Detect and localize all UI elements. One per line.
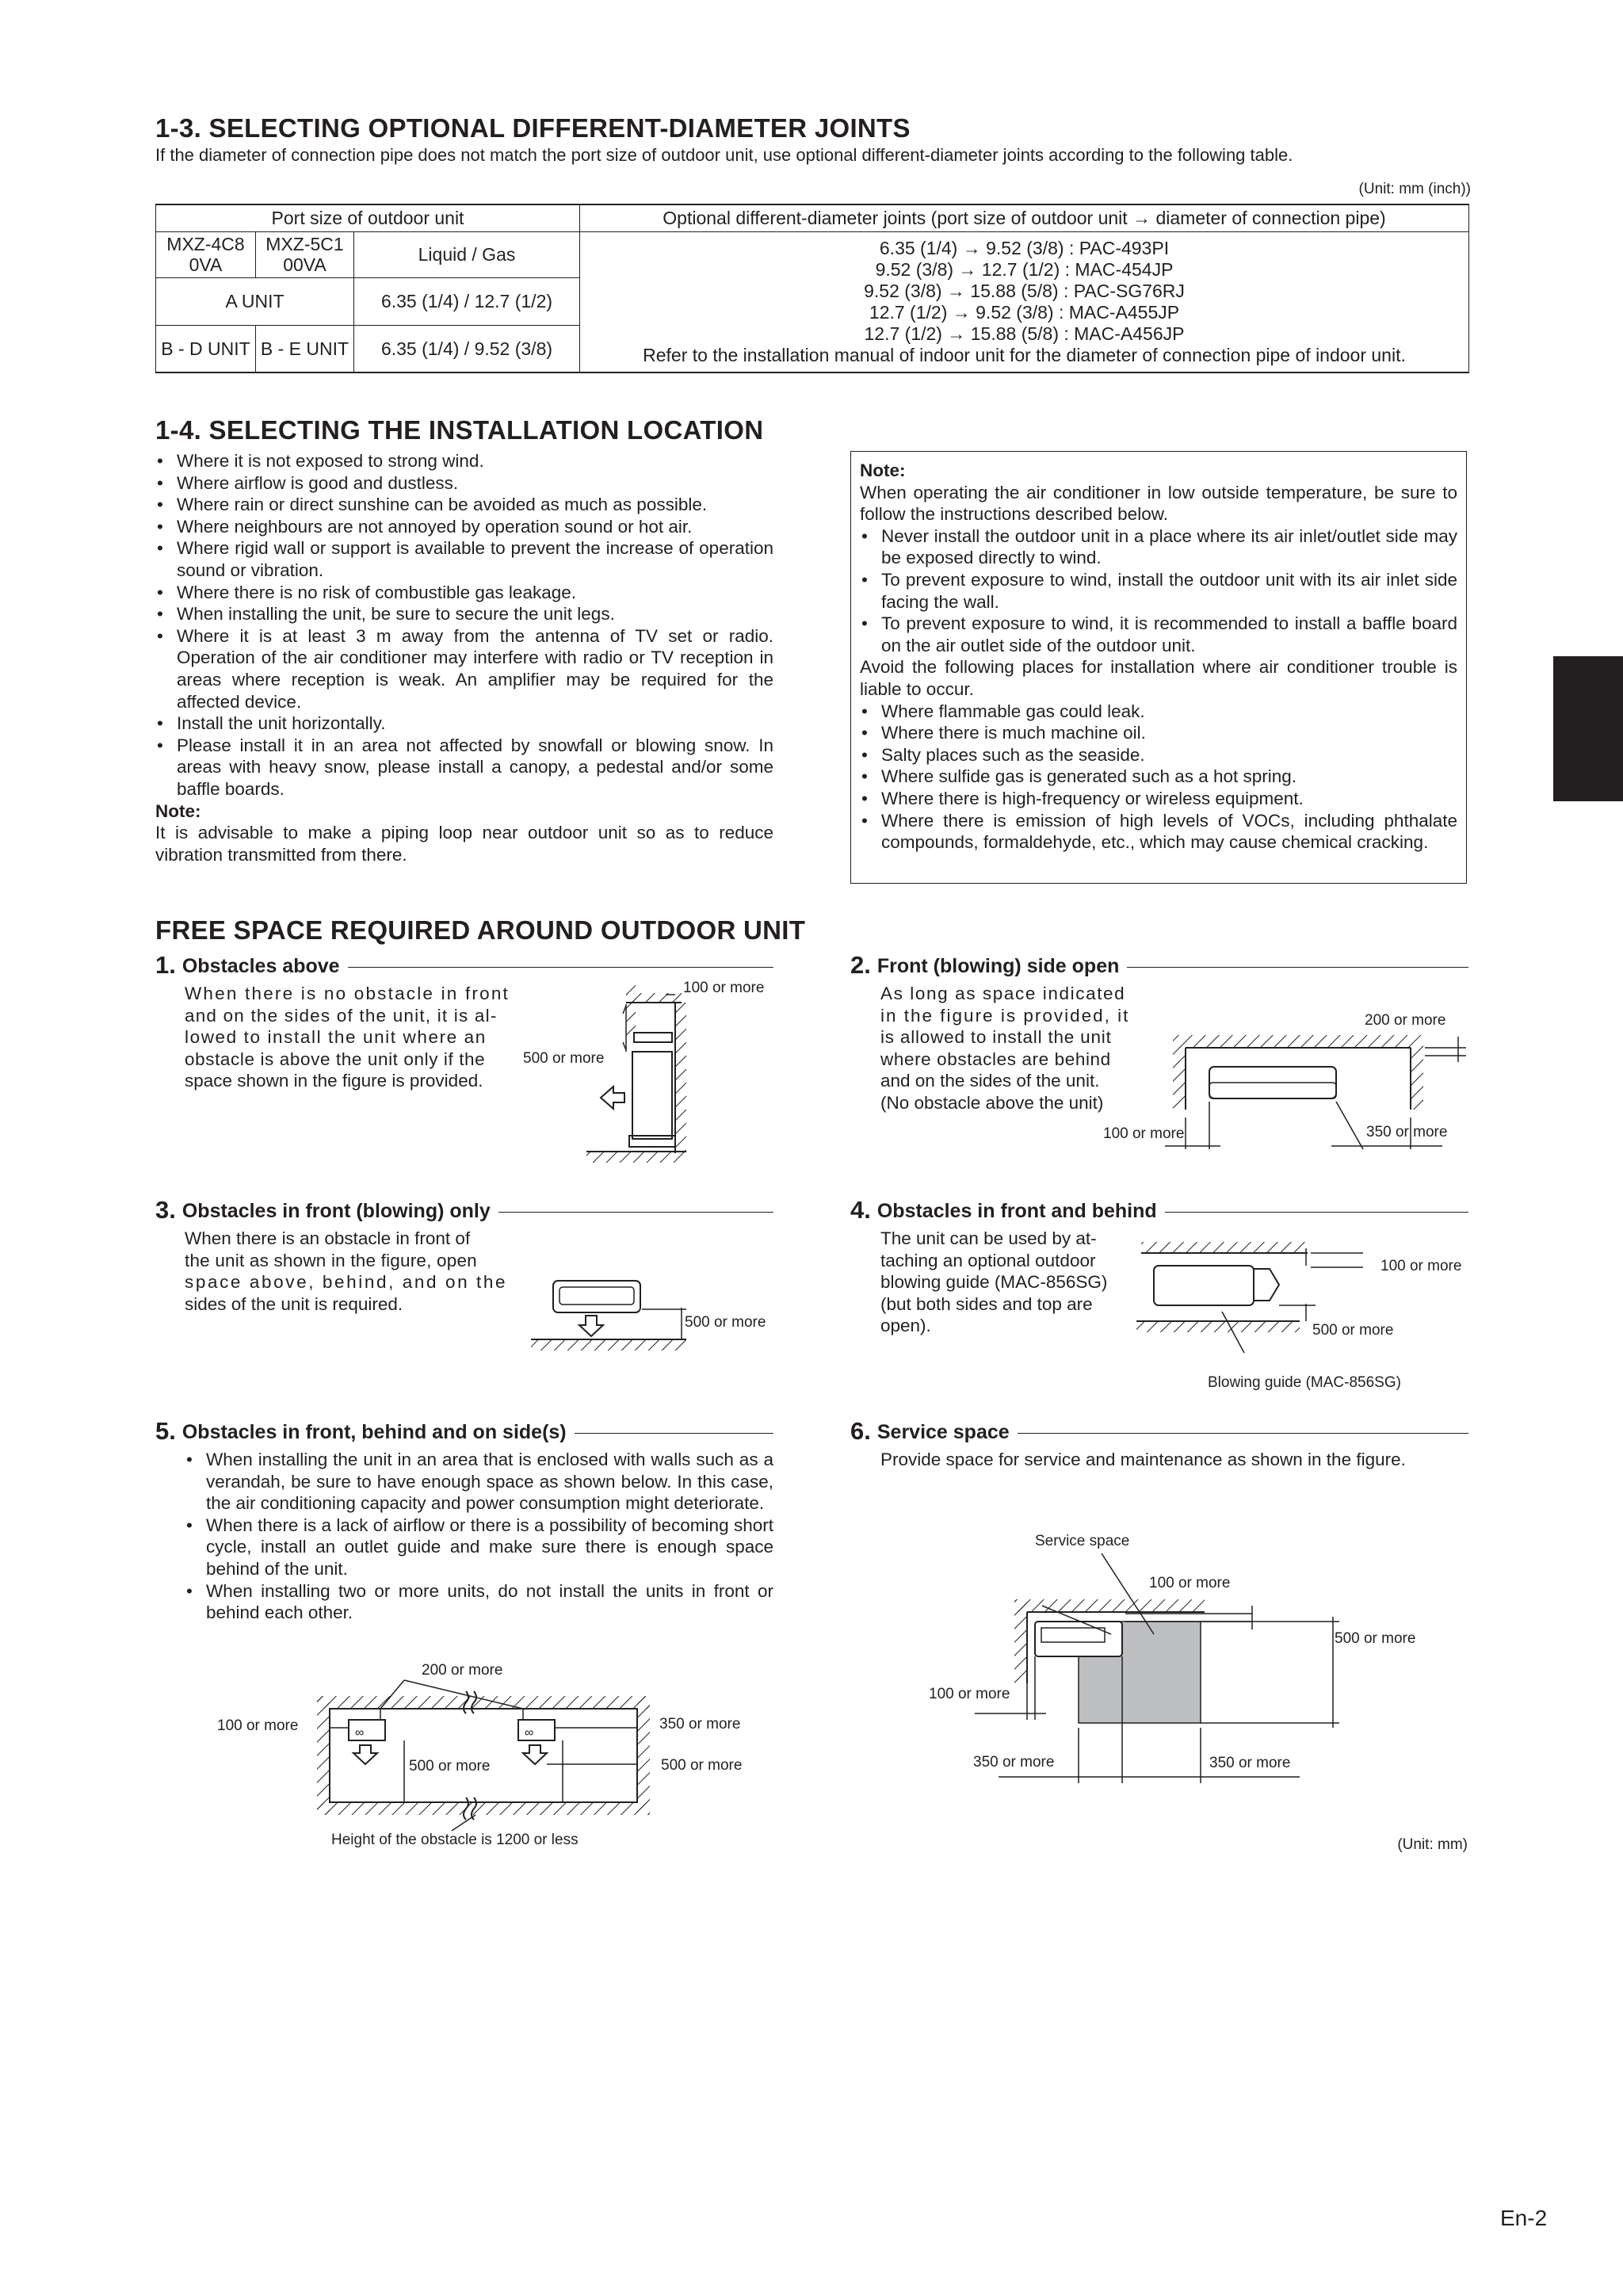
subsection-title: Service space — [876, 1421, 1010, 1443]
dimension-label: Service space — [1035, 1533, 1130, 1549]
dimension-label: 350 or more — [1209, 1755, 1291, 1771]
heading-rule — [498, 1212, 773, 1213]
list-item: • Where it is at least 3 m away from the antenna of TV set or radio. Operation of the air conditioner may interfere with radio or TV reception in areas where reception is weak. An amplifier may be required for the affected device. — [155, 625, 773, 712]
subsection-heading-2 — [850, 953, 1468, 977]
be-unit-cell: B - E UNIT — [256, 325, 354, 372]
text-line: and on the sides of the unit. — [880, 1071, 1100, 1091]
list-item: • When there is a lack of airflow or there is a possibility of becoming short cycle, install an outlet guide and make sure there is enough space behind of the unit. — [185, 1515, 773, 1580]
joint-row: 6.35 (1/4) → 9.52 (3/8) : PAC-493PI — [879, 237, 1170, 258]
list-item: • Salty places such as the seaside. — [860, 744, 1457, 766]
unit-symbol-icon: ∞ — [355, 1726, 365, 1740]
model-cell-1 — [156, 231, 256, 277]
dimension-label: 350 or more — [659, 1716, 741, 1733]
list-item: • Where it is not exposed to strong wind. — [155, 450, 773, 472]
text-line: space shown in the figure is provided. — [185, 1071, 483, 1091]
text-line: sides of the unit is required. — [185, 1293, 403, 1314]
dimension-label: 500 or more — [685, 1314, 766, 1331]
text-line: is allowed to install the unit — [880, 1027, 1112, 1048]
list-item: • When installing the unit in an area that is enclosed with walls such as a verandah, be sure to have enough space as shown below. In this case, the air conditioning capacity and power consumption might deteriorate. — [185, 1449, 773, 1515]
text-line: where obstacles are behind — [880, 1049, 1111, 1069]
list-item: • Where airflow is good and dustless. — [155, 472, 773, 495]
text-line: When there is an obstacle in front of — [185, 1228, 471, 1248]
model-label: MXZ-4C80VA — [166, 234, 245, 275]
location-bullets — [155, 450, 773, 800]
dimension-label: 100 or more — [1103, 1125, 1185, 1142]
dimension-label: 100 or more — [929, 1686, 1010, 1702]
subsection-6-text: Provide space for service and maintenance as shown in the figure. — [880, 1450, 1406, 1469]
heading-rule — [348, 967, 773, 968]
dimension-label: Blowing guide (MAC-856SG) — [1208, 1374, 1401, 1391]
figure-front-only — [523, 1260, 777, 1363]
text-line: When there is no obstacle in front — [185, 984, 510, 1003]
joints-list-cell — [580, 231, 1469, 372]
joint-row: 9.52 (3/8) → 15.88 (5/8) : PAC-SG76RJ — [864, 280, 1185, 301]
note-label: Note: — [155, 800, 201, 821]
list-item: • Where flammable gas could leak. — [860, 701, 1457, 723]
joint-row: Refer to the installation manual of indoor unit for the diameter of connection pipe of indoor unit. — [643, 344, 1406, 365]
low-temperature-note-box — [850, 451, 1467, 884]
subsection-1-text — [185, 983, 517, 1092]
text-line: the unit as shown in the figure, open — [185, 1250, 477, 1270]
note-box-label: Note: — [860, 460, 906, 480]
figure-enclosed — [214, 1656, 769, 1855]
unit-symbol-icon: ∞ — [525, 1726, 534, 1740]
list-item: • To prevent exposure to wind, install the outdoor unit with its air inlet side facing the wall. — [860, 569, 1457, 613]
subsection-3-text — [185, 1228, 517, 1315]
dimension-label: 200 or more — [422, 1662, 503, 1679]
text-line: lowed to install the unit where an — [185, 1027, 487, 1048]
subsection-heading-1 — [155, 953, 773, 977]
subsection-heading-6 — [850, 1419, 1468, 1443]
section-intro-1-3: If the diameter of connection pipe does not match the port size of outdoor unit, use optional different-diameter joints according to the following table. — [155, 145, 1293, 165]
list-item: • Where neighbours are not annoyed by operation sound or hot air. — [155, 516, 773, 538]
note-box-intro: When operating the air conditioner in low outside temperature, be sure to follow the instructions described below. — [860, 482, 1457, 525]
heading-rule — [1165, 1212, 1468, 1213]
heading-rule — [1127, 967, 1468, 968]
text-line: space above, behind, and on the — [185, 1272, 508, 1293]
a-unit-cell: A UNIT — [156, 277, 354, 325]
section-title-1-4: 1-4. SELECTING THE INSTALLATION LOCATION — [155, 415, 764, 445]
chapter-tab-marker — [1553, 656, 1623, 801]
subsection-heading-3 — [155, 1198, 773, 1222]
section-title-1-3: 1-3. SELECTING OPTIONAL DIFFERENT-DIAMETER JOINTS — [155, 113, 911, 143]
dimension-label: 350 or more — [973, 1754, 1055, 1771]
bd-unit-cell: B - D UNIT — [156, 325, 256, 372]
list-item: • When installing two or more units, do not install the units in front or behind each other. — [185, 1580, 773, 1624]
text-line: blowing guide (MAC-856SG) — [880, 1272, 1108, 1293]
text-line: As long as space indicated — [880, 984, 1126, 1003]
heading-rule — [575, 1433, 773, 1434]
list-item: • To prevent exposure to wind, it is recommended to install a baffle board on the air outlet side of the outdoor unit. — [860, 613, 1457, 656]
subsection-4-text — [880, 1228, 1142, 1337]
note-text: It is advisable to make a piping loop near outdoor unit so as to reduce vibration transmitted from there. — [155, 823, 773, 865]
list-item: • Where rigid wall or support is available to prevent the increase of operation sound or vibration. — [155, 537, 773, 581]
list-item: • Where there is much machine oil. — [860, 722, 1457, 744]
text-line: (No obstacle above the unit) — [880, 1092, 1104, 1113]
note-box-bullets-1 — [860, 525, 1457, 657]
joint-row: 12.7 (1/2) → 15.88 (5/8) : MAC-A456JP — [864, 323, 1185, 344]
text-line: (but both sides and top are — [880, 1293, 1093, 1314]
subsection-number: 1. — [155, 951, 176, 979]
page-number: En-2 — [1500, 2206, 1548, 2230]
dimension-label: 350 or more — [1366, 1124, 1448, 1140]
header-port-size: Port size of outdoor unit — [156, 204, 580, 231]
heading-rule — [1018, 1433, 1468, 1434]
model-cell-2 — [256, 231, 354, 277]
joint-row: 9.52 (3/8) → 12.7 (1/2) : MAC-454JP — [875, 258, 1174, 280]
unit-mm-note: (Unit: mm) — [1397, 1836, 1468, 1853]
subsection-number: 2. — [850, 951, 871, 979]
subsection-title: Obstacles in front, behind and on side(s) — [181, 1421, 567, 1443]
location-column — [155, 450, 773, 865]
subsection-heading-4 — [850, 1198, 1468, 1222]
subsection-number: 3. — [155, 1196, 176, 1224]
dimension-label: 500 or more — [1335, 1630, 1416, 1647]
list-item: • Please install it in an area not affected by snowfall or blowing snow. In areas with heavy snow, please install a canopy, a pedestal and/or some baffle boards. — [155, 735, 773, 800]
text-line: open). — [880, 1316, 931, 1336]
joint-row: 12.7 (1/2) → 9.52 (3/8) : MAC-A455JP — [869, 301, 1180, 323]
dimension-label: 200 or more — [1365, 1012, 1446, 1029]
text-line: in the figure is provided, it — [880, 1005, 1130, 1026]
subsection-heading-5 — [155, 1419, 773, 1443]
figure-front-open — [1094, 999, 1474, 1157]
list-item: • When installing the unit, be sure to secure the unit legs. — [155, 603, 773, 625]
section-title-free-space: FREE SPACE REQUIRED AROUND OUTDOOR UNIT — [155, 915, 806, 945]
subsection-number: 4. — [850, 1196, 871, 1224]
dimension-label: 100 or more — [683, 980, 765, 996]
list-item: • Where rain or direct sunshine can be avoided as much as possible. — [155, 494, 773, 516]
subsection-number: 6. — [850, 1417, 871, 1445]
dimension-label: 500 or more — [1312, 1322, 1394, 1339]
subsection-title: Obstacles in front and behind — [876, 1200, 1157, 1222]
note-box-bullets-2 — [860, 701, 1457, 854]
a-size-cell: 6.35 (1/4) / 12.7 (1/2) — [354, 277, 580, 325]
subsection-number: 5. — [155, 1417, 176, 1445]
list-item: • Where there is no risk of combustible gas leakage. — [155, 582, 773, 604]
dimension-label: 100 or more — [1149, 1575, 1231, 1591]
liquid-gas-cell: Liquid / Gas — [354, 231, 580, 277]
list-item: • Where sulfide gas is generated such as a hot spring. — [860, 766, 1457, 788]
dimension-label: 100 or more — [217, 1717, 299, 1734]
figure-front-behind — [1125, 1232, 1474, 1399]
dimension-label: 500 or more — [661, 1757, 743, 1774]
header-joints: Optional different-diameter joints (port size of outdoor unit → diameter of connection pipe) — [580, 204, 1469, 231]
list-item: • Install the unit horizontally. — [155, 712, 773, 735]
bd-size-cell: 6.35 (1/4) / 9.52 (3/8) — [354, 325, 580, 372]
subsection-title: Front (blowing) side open — [876, 955, 1120, 977]
text-line: taching an optional outdoor — [880, 1250, 1096, 1270]
figure-obstacles-above — [507, 979, 785, 1169]
text-line: obstacle is above the unit only if the — [185, 1049, 486, 1069]
dimension-label: 500 or more — [409, 1758, 491, 1775]
list-item: • Never install the outdoor unit in a place where its air inlet/outlet side may be exposed directly to wind. — [860, 525, 1457, 569]
figure-caption: Height of the obstacle is 1200 or less — [331, 1832, 579, 1848]
text-line: and on the sides of the unit, it is al- — [185, 1005, 498, 1026]
model-label: MXZ-5C100VA — [265, 234, 344, 275]
list-item: • Where there is emission of high levels of VOCs, including phthalate compounds, formaldehyde, etc., which may cause chemical cracking. — [860, 810, 1457, 854]
note-box-avoid: Avoid the following places for installation where air conditioner trouble is liable to occur. — [860, 657, 1457, 699]
dimension-label: 100 or more — [1381, 1258, 1462, 1274]
dimension-label: 500 or more — [523, 1050, 605, 1067]
figure-service-space — [919, 1522, 1474, 1791]
subsection-title: Obstacles above — [181, 955, 340, 977]
subsection-title: Obstacles in front (blowing) only — [181, 1200, 491, 1222]
joints-table — [155, 204, 1469, 373]
text-line: The unit can be used by at- — [880, 1228, 1097, 1248]
list-item: • Where there is high-frequency or wireless equipment. — [860, 788, 1457, 810]
subsection-5-bullets — [185, 1449, 773, 1624]
subsection-5-text — [185, 1449, 773, 1624]
unit-note: (Unit: mm (inch)) — [1358, 181, 1471, 197]
